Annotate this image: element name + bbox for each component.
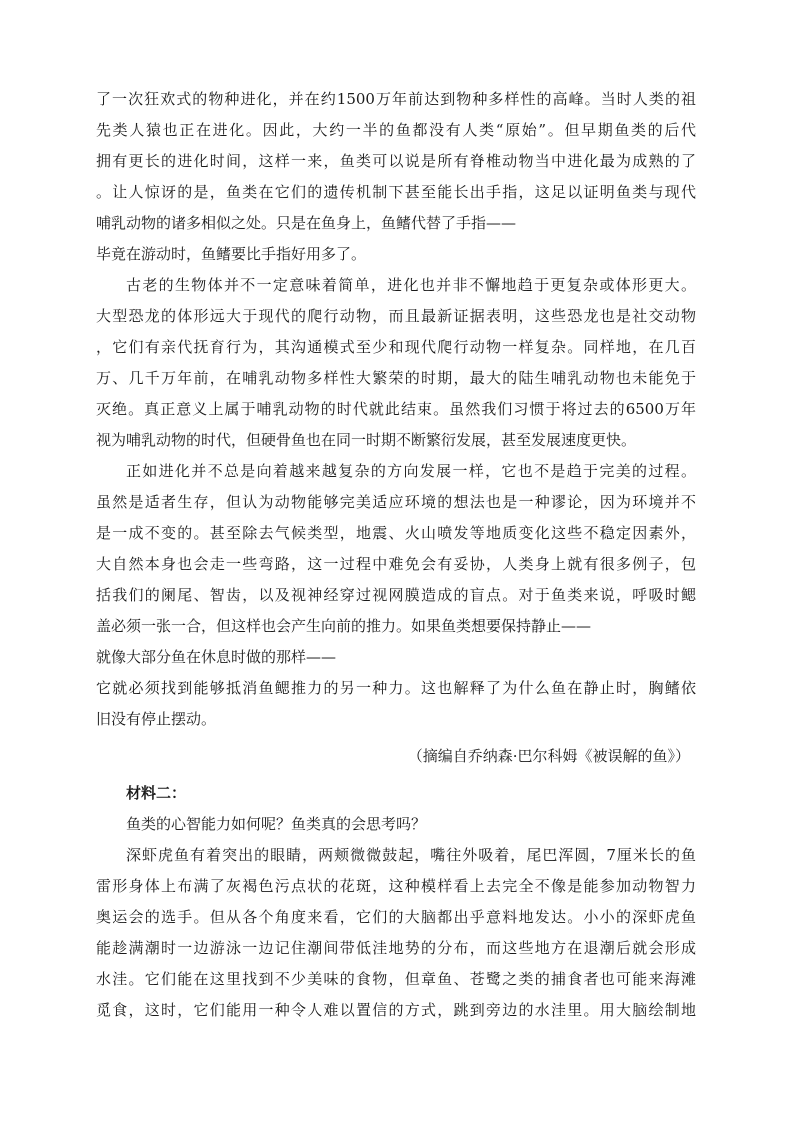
- paragraph-2: [96, 270, 696, 456]
- text-line: 正如进化并不总是向着越来越复杂的方向发展一样，它也不是趋于完美的过程。: [126, 462, 696, 480]
- text-line: 万、几千万年前，在哺乳动物多样性大繁荣的时期，最大的陆生哺乳动物也未能免于: [96, 369, 696, 387]
- text-line: 虽然是适者生存，但认为动物能够完美适应环境的想法也是一种谬论，因为环境并不: [96, 493, 696, 511]
- text-line: 就像大部分鱼在休息时做的那样——: [96, 648, 337, 666]
- text-line: 大型恐龙的体形远大于现代的爬行动物，而且最新证据表明，这些恐龙也是社交动物: [96, 307, 696, 325]
- text-line: 视为哺乳动物的时代，但硬骨鱼也在同一时期不断繁衍发展，甚至发展速度更快。: [96, 431, 637, 449]
- text-line: 括我们的阑尾、智齿，以及视神经穿过视网膜造成的盲点。对于鱼类来说，呼吸时鳃: [96, 586, 696, 604]
- article-body: [96, 84, 696, 1026]
- text-line: 深虾虎鱼有着突出的眼睛，两颊微微鼓起，嘴往外吸着，尾巴浑圆，7厘米长的鱼: [126, 846, 696, 864]
- text-line: 盖必须一张一合，但这样也会产生向前的推力。如果鱼类想要保持静止——: [96, 617, 592, 635]
- text-line: 是一成不变的。甚至除去气候类型，地震、火山喷发等地质变化这些不稳定因素外，: [96, 524, 696, 542]
- text-line: 水洼。它们能在这里找到不少美味的食物，但章鱼、苍鹭之类的捕食者也可能来海滩: [96, 970, 696, 988]
- text-line: 旧没有停止摆动。: [96, 710, 217, 728]
- text-line: 奥运会的选手。但从各个角度来看，它们的大脑都出乎意料地发达。小小的深虾虎鱼: [96, 908, 696, 926]
- text-line: 先类人猿也正在进化。因此，大约一半的鱼都没有人类“原始”。但早期鱼类的后代: [96, 121, 696, 139]
- text-line: ，它们有亲代抚育行为，其沟通模式至少和现代爬行动物一样复杂。同样地，在几百: [96, 338, 696, 356]
- text-line: 古老的生物体并不一定意味着简单，进化也并非不懈地趋于更复杂或体形更大。: [126, 276, 696, 294]
- paragraph-4: [96, 809, 696, 840]
- text-line: 能趁满潮时一边游泳一边记住潮间带低洼地势的分布，而这些地方在退潮后就会形成: [96, 939, 696, 957]
- text-line: 。让人惊讶的是，鱼类在它们的遗传机制下甚至能长出手指，这足以证明鱼类与现代: [96, 183, 696, 201]
- paragraph-3: [96, 456, 696, 735]
- paragraph-1: [96, 84, 696, 270]
- text-line: 鱼类的心智能力如何呢？鱼类真的会思考吗？: [126, 815, 427, 833]
- text-line: 拥有更长的进化时间，这样一来，鱼类可以说是所有脊椎动物当中进化最为成熟的了: [96, 152, 696, 170]
- text-line: 雷形身体上布满了灰褐色污点状的花斑，这种模样看上去完全不像是能参加动物智力: [96, 877, 696, 895]
- text-line: 觅食，这时，它们能用一种令人难以置信的方式，跳到旁边的水洼里。用大脑绘制地: [96, 1001, 696, 1019]
- source-citation: （摘编自乔纳森·巴尔科姆《被误解的鱼》）: [407, 747, 690, 765]
- text-line: 灭绝。真正意义上属于哺乳动物的时代就此结束。虽然我们习惯于将过去的6500万年: [96, 400, 696, 418]
- text-line: 哺乳动物的诸多相似之处。只是在鱼身上，鱼鳍代替了手指——: [96, 214, 517, 232]
- text-line: 它就必须找到能够抵消鱼鳃推力的另一种力。这也解释了为什么鱼在静止时，胸鳍依: [96, 679, 696, 697]
- text-line: 大自然本身也会走一些弯路，这一过程中难免会有妥协，人类身上就有很多例子，包: [96, 555, 696, 573]
- text-line: 毕竟在游动时，鱼鳍要比手指好用多了。: [96, 245, 367, 263]
- text-line: 了一次狂欢式的物种进化，并在约1500万年前达到物种多样性的高峰。当时人类的祖: [96, 90, 696, 108]
- section-heading: 材料二：: [126, 784, 187, 802]
- paragraph-5: [96, 840, 696, 1026]
